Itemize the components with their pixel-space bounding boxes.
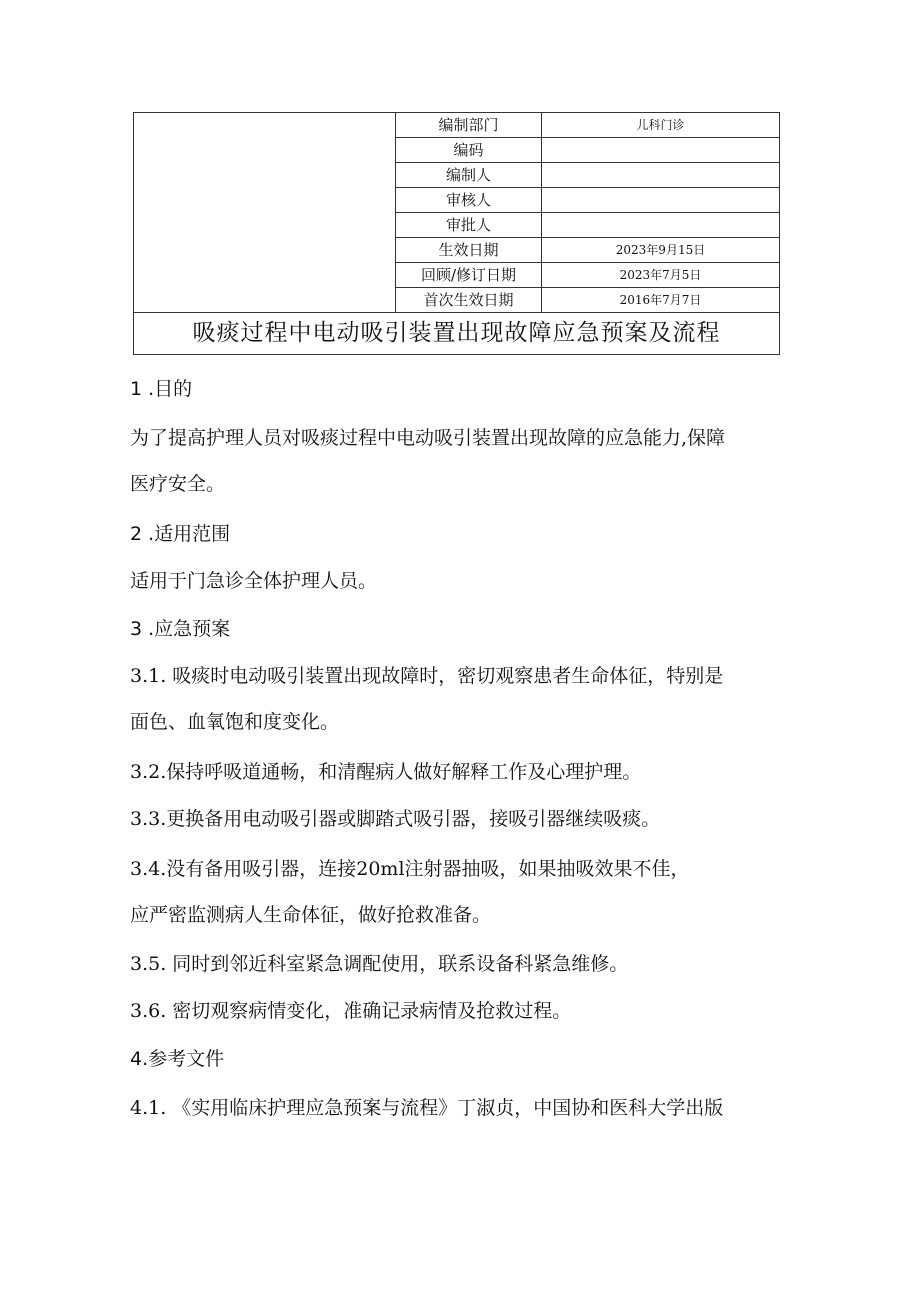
item-3-2: 3.2.保持呼吸道通畅，和清醒病人做好解释工作及心理护理。 (130, 761, 642, 783)
item-4-1: 4.1. 《实用临床护理应急预案与流程》丁淑贞，中国协和医科大学出版 (130, 1097, 724, 1119)
section-4-heading: 4.参考文件 (130, 1048, 225, 1070)
label-first-effective-date: 首次生效日期 (396, 288, 542, 313)
value-first-effective-date: 2016年7月7日 (542, 288, 780, 313)
section-2-text: 适用于门急诊全体护理人员。 (130, 570, 378, 592)
item-3-1-line-1: 3.1. 吸痰时电动吸引装置出现故障时，密切观察患者生命体征，特别是 (130, 665, 724, 687)
value-author (542, 163, 780, 188)
value-code (542, 138, 780, 163)
label-code: 编码 (396, 138, 542, 163)
label-author: 编制人 (396, 163, 542, 188)
value-reviewer (542, 188, 780, 213)
value-effective-date: 2023年9月15日 (542, 238, 780, 263)
label-reviewer: 审核人 (396, 188, 542, 213)
section-1-text-line-1: 为了提高护理人员对吸痰过程中电动吸引装置出现故障的应急能力,保障 (130, 427, 726, 449)
item-3-4-line-2: 应严密监测病人生命体征，做好抢救准备。 (130, 904, 492, 926)
label-effective-date: 生效日期 (396, 238, 542, 263)
item-3-1-line-2: 面色、血氧饱和度变化。 (130, 711, 340, 733)
item-3-6: 3.6. 密切观察病情变化，准确记录病情及抢救过程。 (130, 1000, 572, 1022)
value-approver (542, 213, 780, 238)
section-1-heading: 1 .目的 (130, 378, 193, 400)
label-approver: 审批人 (396, 213, 542, 238)
document-header-table (133, 112, 780, 355)
item-3-5: 3.5. 同时到邻近科室紧急调配使用，联系设备科紧急维修。 (130, 953, 629, 975)
section-2-heading: 2 .适用范围 (130, 523, 231, 545)
logo-placeholder-cell (134, 113, 396, 313)
label-department: 编制部门 (396, 113, 542, 138)
item-3-4-line-1: 3.4.没有备用吸引器，连接20ml注射器抽吸，如果抽吸效果不佳， (130, 858, 690, 880)
document-title: 吸痰过程中电动吸引装置出现故障应急预案及流程 (134, 313, 780, 355)
item-3-3: 3.3.更换备用电动吸引器或脚踏式吸引器，接吸引器继续吸痰。 (130, 808, 661, 830)
section-1-text-line-2: 医疗安全。 (130, 473, 226, 495)
value-department: 儿科门诊 (542, 113, 780, 138)
value-revision-date: 2023年7月5日 (542, 263, 780, 288)
label-revision-date: 回顾/修订日期 (396, 263, 542, 288)
section-3-heading: 3 .应急预案 (130, 618, 231, 640)
